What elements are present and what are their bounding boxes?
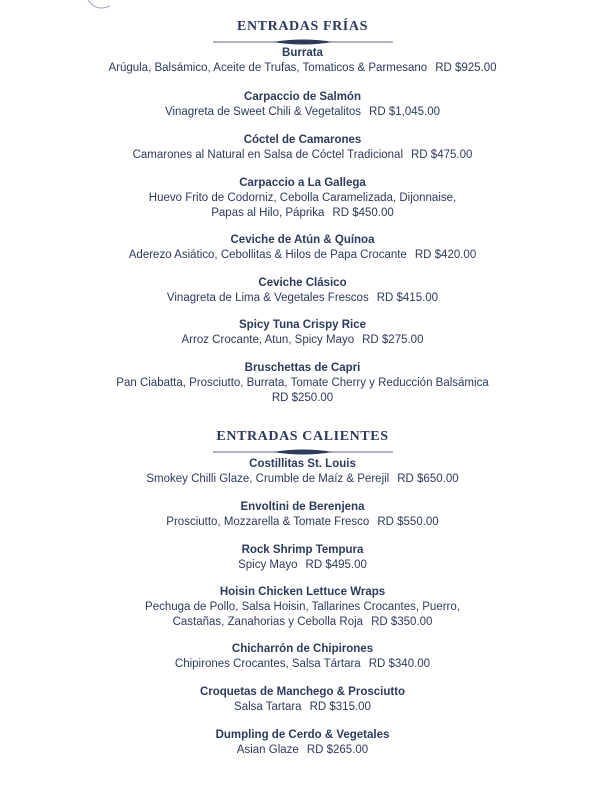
item-desc-text: Spicy Mayo bbox=[238, 559, 298, 571]
menu-item-dumpling bbox=[20, 728, 585, 758]
item-desc-text: Salsa Tartara bbox=[234, 701, 302, 713]
menu-item-bruschettas bbox=[20, 361, 585, 406]
menu-item-croquetas bbox=[20, 685, 585, 715]
item-desc-text: Aderezo Asiático, Cebollitas & Hilos de Papa Crocante bbox=[128, 249, 407, 261]
item-price: RD $315.00 bbox=[309, 701, 371, 713]
item-name: Croquetas de Manchego & Prosciutto bbox=[199, 686, 406, 698]
item-name: Costillitas St. Louis bbox=[249, 458, 356, 470]
item-description bbox=[20, 515, 585, 530]
item-desc-text: Camarones al Natural en Salsa de Cóctel Tradicional bbox=[132, 149, 403, 161]
item-price: RD $250.00 bbox=[271, 392, 334, 404]
item-price: RD $275.00 bbox=[362, 334, 424, 346]
item-description: Pechuga de Pollo, Salsa Hoisin, Tallarines Crocantes, Puerro, bbox=[145, 601, 460, 613]
menu-item-coctel-camarones bbox=[20, 133, 585, 163]
item-price: RD $450.00 bbox=[332, 207, 394, 219]
section-title: ENTRADAS FRÍAS bbox=[237, 19, 368, 34]
item-description bbox=[20, 743, 585, 758]
item-price: RD $340.00 bbox=[368, 658, 431, 670]
section-header-entradas-frias bbox=[0, 18, 605, 46]
item-description bbox=[20, 657, 585, 672]
menu-item-ceviche-clasico bbox=[20, 276, 585, 306]
item-price: RD $475.00 bbox=[411, 149, 473, 161]
menu-item-carpaccio-gallega bbox=[20, 176, 585, 221]
item-price: RD $1,045.00 bbox=[369, 106, 441, 118]
ornament-divider-icon bbox=[213, 38, 393, 46]
item-description bbox=[20, 700, 585, 715]
item-name: Ceviche de Atún & Quínoa bbox=[230, 234, 375, 246]
item-price: RD $415.00 bbox=[376, 292, 439, 304]
item-name: Dumpling de Cerdo & Vegetales bbox=[215, 729, 390, 741]
item-description bbox=[20, 472, 585, 487]
item-description bbox=[20, 291, 585, 306]
item-name: Envoltini de Berenjena bbox=[240, 501, 365, 513]
item-description-line-2 bbox=[20, 206, 585, 221]
item-name: Burrata bbox=[282, 47, 323, 59]
item-description bbox=[20, 558, 585, 573]
item-desc-text: Castañas, Zanahorias y Cebolla Roja bbox=[172, 616, 364, 628]
item-description bbox=[20, 333, 585, 348]
menu-item-carpaccio-salmon bbox=[20, 90, 585, 120]
section-header-entradas-calientes bbox=[0, 428, 605, 456]
item-description bbox=[20, 148, 585, 163]
item-name: Carpaccio de Salmón bbox=[244, 91, 361, 103]
menu-item-burrata bbox=[20, 46, 585, 76]
menu-item-hoisin-wraps bbox=[20, 585, 585, 630]
item-name: Ceviche Clásico bbox=[258, 277, 347, 289]
item-name: Carpaccio a La Gallega bbox=[239, 177, 366, 189]
menu-item-spicy-tuna bbox=[20, 318, 585, 348]
item-desc-text: Chipirones Crocantes, Salsa Tártara bbox=[174, 658, 361, 670]
item-description bbox=[20, 105, 585, 120]
item-name: Chicharrón de Chipirones bbox=[231, 643, 374, 655]
item-desc-text: Asian Glaze bbox=[236, 744, 299, 756]
item-description: Huevo Frito de Codorniz, Cebolla Caramelizada, Dijonnaise, bbox=[148, 192, 457, 204]
item-price: RD $650.00 bbox=[397, 473, 459, 485]
item-name: Rock Shrimp Tempura bbox=[241, 544, 364, 556]
item-desc-text: Arúgula, Balsámico, Aceite de Trufas, Tomaticos & Parmesano bbox=[108, 62, 428, 74]
item-description: Pan Ciabatta, Prosciutto, Burrata, Tomate Cherry y Reducción Balsámica bbox=[116, 377, 489, 389]
menu-item-rock-shrimp bbox=[20, 543, 585, 573]
item-name: Hoisin Chicken Lettuce Wraps bbox=[219, 586, 386, 598]
item-price: RD $265.00 bbox=[306, 744, 369, 756]
corner-decoration-icon bbox=[0, 0, 120, 20]
item-desc-text: Smokey Chilli Glaze, Crumble de Maíz & Perejil bbox=[146, 473, 390, 485]
item-description-line-2 bbox=[20, 615, 585, 630]
item-desc-text: Vinagreta de Sweet Chili & Vegetalitos bbox=[164, 106, 362, 118]
item-name: Bruschettas de Capri bbox=[244, 362, 361, 374]
item-price: RD $420.00 bbox=[414, 249, 477, 261]
item-desc-text: Vinagreta de Lima & Vegetales Frescos bbox=[166, 292, 369, 304]
item-price: RD $350.00 bbox=[371, 616, 433, 628]
menu-item-costillitas bbox=[20, 457, 585, 487]
item-desc-text: Arroz Crocante, Atun, Spicy Mayo bbox=[181, 334, 355, 346]
item-price: RD $925.00 bbox=[435, 62, 497, 74]
menu-item-chicharron bbox=[20, 642, 585, 672]
item-price: RD $495.00 bbox=[305, 559, 367, 571]
item-desc-text: Papas al Hilo, Páprika bbox=[211, 207, 325, 219]
item-price: RD $550.00 bbox=[377, 516, 439, 528]
menu-item-envoltini bbox=[20, 500, 585, 530]
item-name: Cóctel de Camarones bbox=[243, 134, 362, 146]
item-name: Spicy Tuna Crispy Rice bbox=[239, 319, 366, 331]
item-desc-text: Prosciutto, Mozzarella & Tomate Fresco bbox=[166, 516, 370, 528]
item-description bbox=[20, 61, 585, 76]
ornament-divider-icon bbox=[213, 448, 393, 456]
section-title: ENTRADAS CALIENTES bbox=[216, 429, 389, 444]
item-description bbox=[20, 248, 585, 263]
menu-item-ceviche-atun bbox=[20, 233, 585, 263]
